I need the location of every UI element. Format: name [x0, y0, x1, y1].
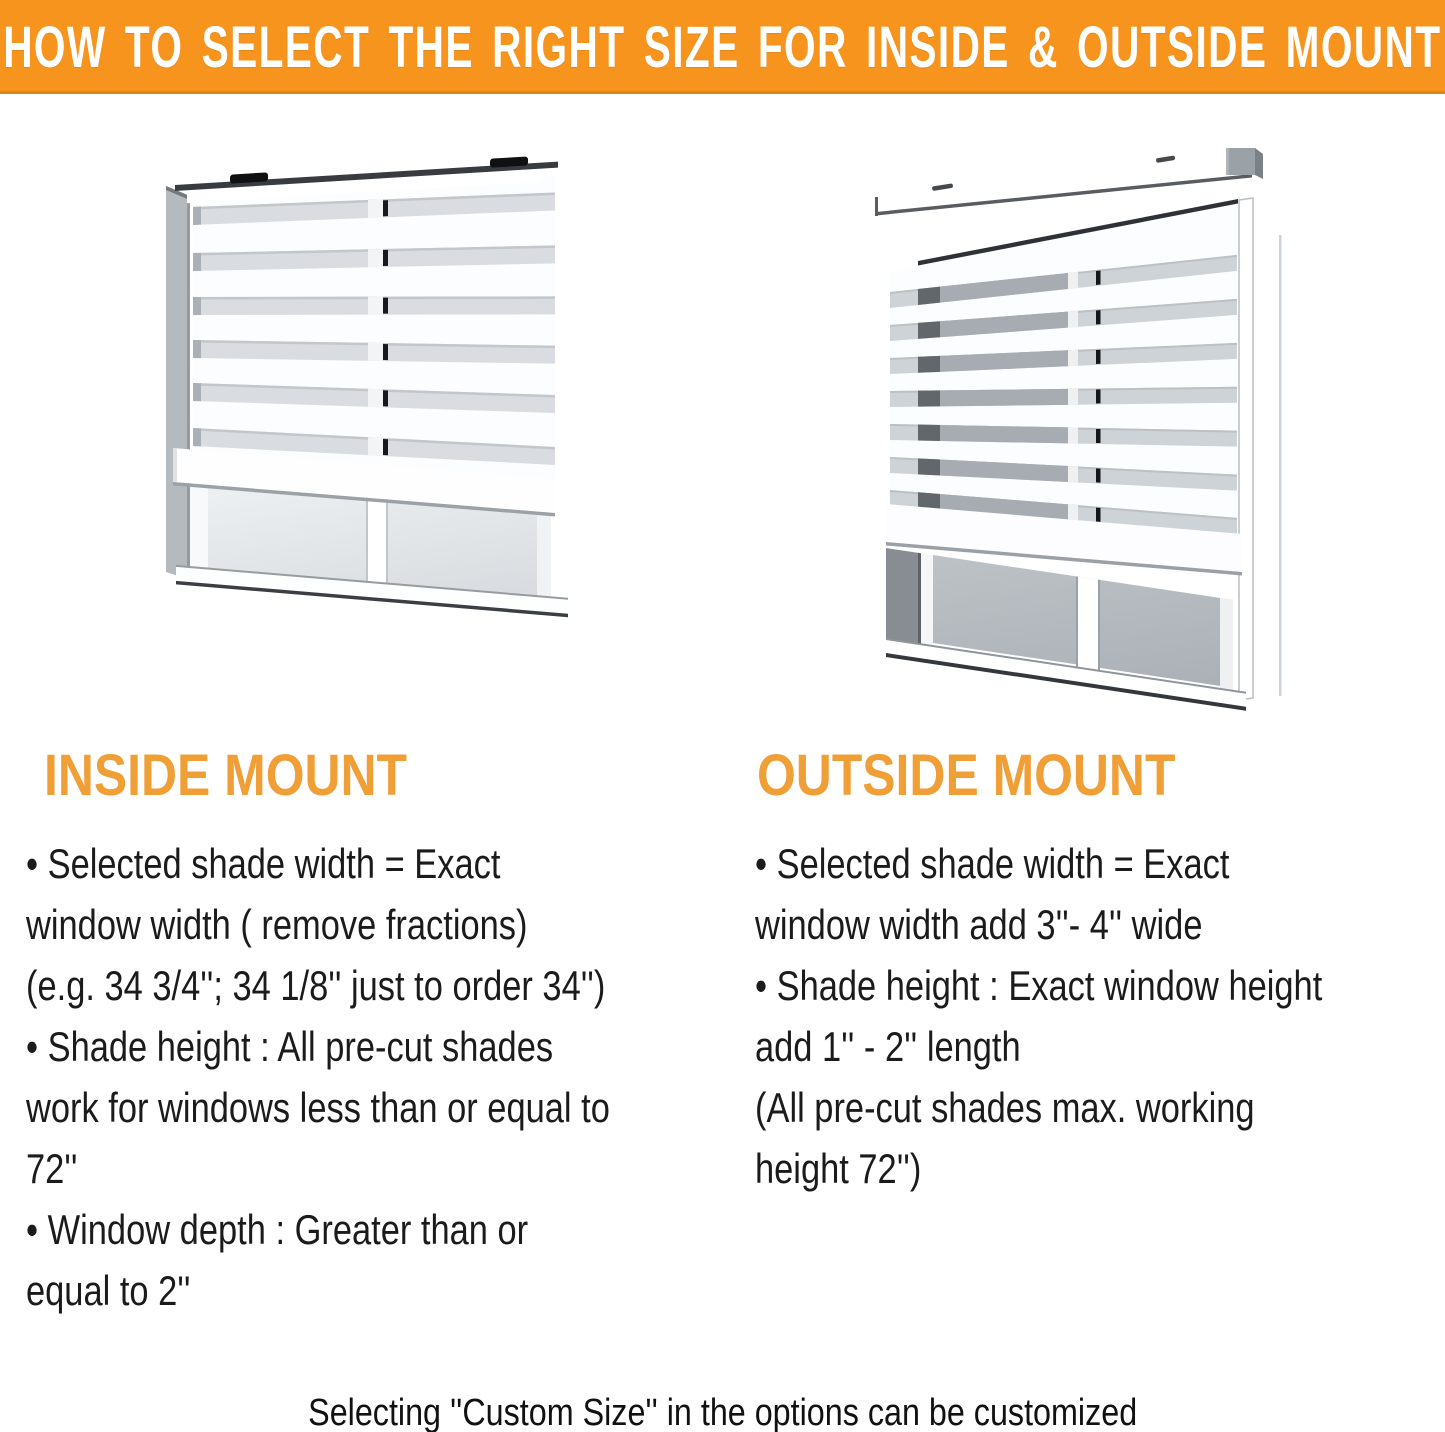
- custom-size-note-text: Selecting ''Custom Size'' in the options can be customized: [307, 1392, 1138, 1432]
- inside-mount-specs: [26, 833, 610, 1321]
- spec-line: equal to 2'': [26, 1267, 191, 1314]
- inside-mount-heading: INSIDE MOUNT: [44, 743, 408, 808]
- spec-line: • Selected shade width = Exact: [26, 840, 501, 887]
- spec-line: window width ( remove fractions): [26, 901, 528, 948]
- outside-mount-specs: [755, 833, 1322, 1199]
- spec-line: (All pre-cut shades max. working: [755, 1084, 1255, 1131]
- spec-line: • Window depth : Greater than or: [26, 1206, 529, 1253]
- spec-line: • Shade height : All pre-cut shades: [26, 1023, 554, 1070]
- spec-line: height 72''): [755, 1145, 922, 1192]
- spec-line: add 1'' - 2'' length: [755, 1023, 1021, 1070]
- outside-mount-window-image: [852, 140, 1297, 735]
- title-banner: [0, 0, 1445, 94]
- spec-line: work for windows less than or equal to: [26, 1084, 610, 1131]
- inside-mount-window-image: [150, 140, 580, 720]
- spec-line: window width add 3''- 4'' wide: [755, 901, 1203, 948]
- custom-size-note: [0, 1392, 1445, 1432]
- outside-mount-heading: OUTSIDE MOUNT: [757, 743, 1176, 808]
- spec-line: (e.g. 34 3/4''; 34 1/8'' just to order 34''): [26, 962, 606, 1009]
- spec-line: 72'': [26, 1145, 78, 1192]
- spec-line: • Selected shade width = Exact: [755, 840, 1230, 887]
- spec-line: • Shade height : Exact window height: [755, 962, 1323, 1009]
- page-title: HOW TO SELECT THE RIGHT SIZE FOR INSIDE & OUTSIDE MOUNT: [3, 14, 1442, 80]
